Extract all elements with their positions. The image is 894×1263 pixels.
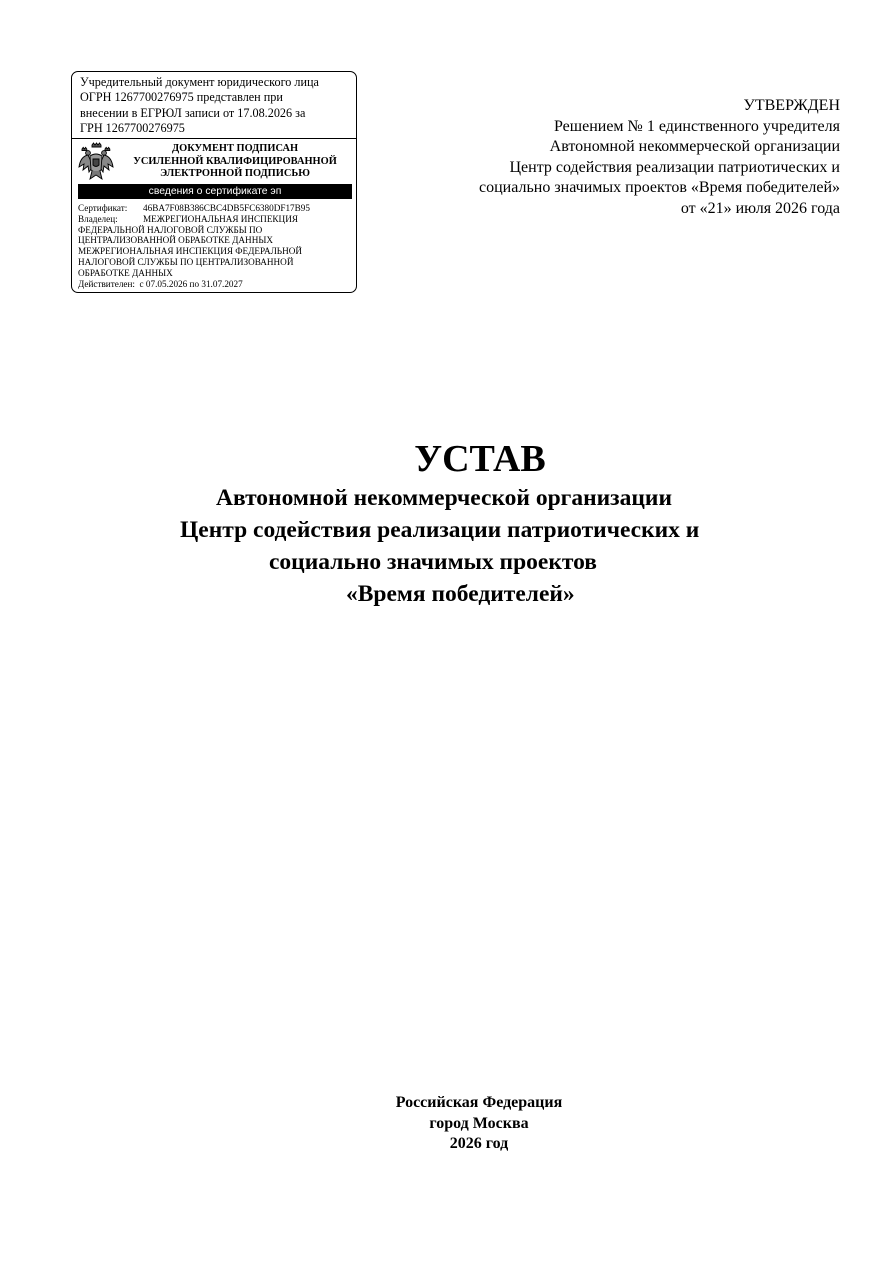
e-signature-stamp — [71, 71, 357, 293]
certificate-info-bar: сведения о сертификате эп — [78, 184, 352, 199]
subtitle-line: Центр содействия реализации патриотических и — [180, 517, 700, 543]
owner-row — [78, 214, 354, 225]
approval-block — [479, 96, 840, 219]
approval-line: Решением № 1 единственного учредителя — [553, 117, 840, 135]
certificate-label: Сертификат: — [78, 203, 128, 213]
approval-line: Автономной некоммерческой организации — [549, 138, 840, 155]
russian-coat-of-arms-icon — [77, 142, 115, 182]
certificate-row — [78, 203, 354, 214]
document-footer — [0, 1093, 894, 1155]
approval-line: Центр содействия реализации патриотических и — [509, 158, 840, 176]
approval-heading: УТВЕРЖДЕН — [743, 97, 840, 114]
registration-info — [80, 75, 352, 137]
owner-line: ФЕДЕРАЛЬНОЙ НАЛОГОВОЙ СЛУЖБЫ ПО — [78, 224, 263, 235]
document-title: УСТАВ — [414, 438, 546, 480]
signed-notice — [118, 143, 352, 181]
signed-line: УСИЛЕННОЙ КВАЛИФИЦИРОВАННОЙ — [133, 155, 337, 167]
approval-line: социально значимых проектов «Время победителей» — [479, 179, 840, 196]
subtitle-line: социально значимых проектов — [269, 549, 597, 575]
registration-line: внесении в ЕГРЮЛ записи от 17.08.2026 за — [80, 105, 306, 120]
registration-line: ОГРН 1267700276975 представлен при — [80, 90, 283, 105]
certificate-value: 46BA7F08B386CBC4DB5FC6380DF17B95 — [143, 203, 310, 213]
validity-row — [78, 279, 354, 290]
subtitle-line: «Время победителей» — [346, 581, 575, 607]
owner-label: Владелец: — [78, 213, 118, 224]
owner-line: ЦЕНТРАЛИЗОВАННОЙ ОБРАБОТКЕ ДАННЫХ — [78, 235, 273, 246]
owner-line: МЕЖРЕГИОНАЛЬНАЯ ИНСПЕКЦИЯ ФЕДЕРАЛЬНОЙ — [78, 246, 302, 257]
signed-line: ЭЛЕКТРОННОЙ ПОДПИСЬЮ — [160, 168, 310, 180]
registration-line: ГРН 1267700276975 — [80, 121, 185, 136]
owner-line: МЕЖРЕГИОНАЛЬНАЯ ИНСПЕКЦИЯ — [143, 213, 298, 224]
subtitle-line: Автономной некоммерческой организации — [216, 485, 672, 511]
approval-date: от «21» июля 2026 года — [680, 199, 840, 217]
owner-line: ОБРАБОТКЕ ДАННЫХ — [78, 267, 173, 278]
validity-label: Действителен: — [78, 278, 135, 289]
footer-year: 2026 год — [449, 1135, 509, 1152]
validity-value: с 07.05.2026 по 31.07.2027 — [139, 278, 243, 289]
registration-line: Учредительный документ юридического лица — [80, 75, 319, 89]
stamp-divider — [72, 138, 356, 139]
owner-line: НАЛОГОВОЙ СЛУЖБЫ ПО ЦЕНТРАЛИЗОВАННОЙ — [78, 256, 294, 267]
certificate-details — [78, 203, 354, 289]
footer-city: город Москва — [429, 1114, 529, 1132]
signed-line: ДОКУМЕНТ ПОДПИСАН — [171, 143, 299, 154]
footer-country: Российская Федерация — [395, 1094, 563, 1111]
